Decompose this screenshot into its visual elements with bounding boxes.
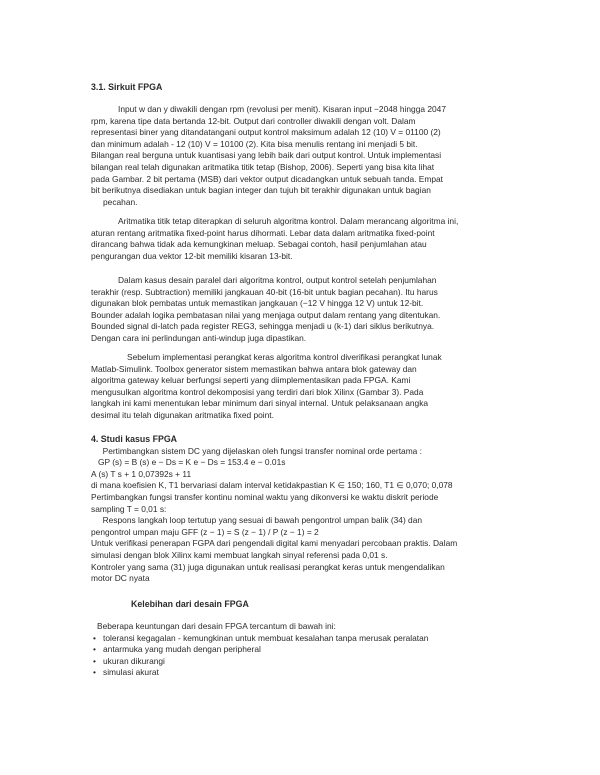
advantages-section xyxy=(91,599,521,611)
text-line: desimal itu telah digunakan aritmatika fixed point. xyxy=(91,409,274,420)
text-line: Pertimbangkan sistem DC yang dijelaskan oleh fungsi transfer nominal orde pertama : xyxy=(91,445,422,456)
text-line: pengurangan dua vektor 12-bit memiliki kisaran 13-bit. xyxy=(91,250,293,261)
text-line: algoritma gateway keluar berfungsi seperti yang diimplementasikan pada FPGA. Kami xyxy=(91,375,411,386)
list-item: • antarmuka yang mudah dengan peripheral xyxy=(91,644,521,656)
text-line: Pertimbangkan fungsi transfer kontinu nominal waktu yang dikonversi ke waktu diskrit periode xyxy=(91,491,439,502)
text-line: Untuk verifikasi penerapan FGPA dari pengendali digital kami menyadari percobaan praktis. Dalam xyxy=(91,538,458,549)
text-line: Dengan cara ini perlindungan anti-windup juga dipastikan. xyxy=(91,332,307,343)
text-line: Respons langkah loop tertutup yang sesuai di bawah pengontrol umpan balik (34) dan xyxy=(91,515,423,526)
text-line: representasi biner yang ditandatangani output kontrol maksimum adalah 12 (10) V = 01100 (2) xyxy=(91,127,441,138)
text-line: Aritmatika titik tetap diterapkan di seluruh algoritma kontrol. Dalam merancang algoritma ini, xyxy=(118,216,459,226)
section-heading: 4. Studi kasus FPGA xyxy=(91,434,178,444)
text-line: aturan rentang aritmatika fixed-point harus dihormati. Lebar data dalam aritmatika fixed-point xyxy=(91,227,435,238)
text-line: simulasi dengan blok Xilinx kami membuat langkah sinyal referensi pada 0,01 s. xyxy=(91,549,388,560)
section-3-1 xyxy=(91,82,521,94)
text-line: Sebelum implementasi perangkat keras algoritma kontrol diverifikasi perangkat lunak xyxy=(127,352,442,362)
paragraph-fixed-point xyxy=(91,216,521,262)
paragraph-input-range xyxy=(91,104,521,208)
text-line: sampling T = 0,01 s: xyxy=(91,503,167,514)
text-line: Dalam kasus desain paralel dari algoritma kontrol, output kontrol setelah penjumlahan xyxy=(118,275,437,285)
text-line: Bilangan real berguna untuk kuantisasi yang lebih baik dari output kontrol. Untuk implementasi xyxy=(91,150,442,161)
text-line: pada Gambar. 2 bit pertama (MSB) dari vektor output dicadangkan untuk sebuah tanda. Empat xyxy=(91,173,443,184)
text-line: digunakan blok pembatas untuk memastikan jangkauan (−12 V hingga 12 V) untuk 12-bit. xyxy=(91,298,424,309)
text-line: motor DC nyata xyxy=(91,573,150,584)
text-line: mengusulkan algoritma kontrol dekomposisi yang terdiri dari blok Xilinx (Gambar 3). Pada xyxy=(91,386,424,397)
text-line: Matlab-Simulink. Toolbox generator sistem memastikan bahwa antara blok gateway dan xyxy=(91,363,417,374)
list-intro: Beberapa keuntungan dari desain FPGA tercantum di bawah ini: xyxy=(97,621,336,631)
advantages-list-block xyxy=(91,621,521,679)
list-item: • simulasi akurat xyxy=(91,667,521,679)
text-line: pengontrol umpan maju GFF (z − 1) = S (z − 1) / P (z − 1) = 2 xyxy=(91,526,319,537)
text-line: pecahan. xyxy=(103,196,138,207)
text-line: bit berikutnya disediakan untuk bagian integer dan tujuh bit terakhir digunakan untuk bagian xyxy=(91,185,431,196)
equation-line: A (s) T s + 1 0,07392s + 11 xyxy=(91,468,192,479)
text-line: langkah ini kami menentukan lebar minimum dari sinyal internal. Untuk pelaksanaan angka xyxy=(91,398,429,409)
text-line: Kontroler yang sama (31) juga digunakan untuk realisasi perangkat keras untuk mengendalikan xyxy=(91,561,445,572)
list-item: • ukuran dikurangi xyxy=(91,656,521,668)
text-line: bilangan real telah digunakan aritmatika titik tetap (Bishop, 2006). Seperti yang bisa kita lihat xyxy=(91,161,435,172)
text-line: rpm, karena tipe data bertanda 12-bit. Output dari controller diwakili dengan volt. Dalam xyxy=(91,115,416,126)
section-heading: Kelebihan dari desain FPGA xyxy=(131,599,249,609)
text-line: di mana koefisien K, T1 bervariasi dalam interval ketidakpastian K ∈ 150; 160, T1 ∈ 0,070; 0,078 xyxy=(91,480,453,491)
advantages-list xyxy=(91,633,521,679)
text-line: Bounded signal di-latch pada register REG3, sehingga menjadi u (k-1) dari siklus berikutnya. xyxy=(91,321,435,332)
list-item: • toleransi kegagalan - kemungkinan untuk membuat kesalahan tanpa merusak peralatan xyxy=(91,633,521,645)
paragraph-parallel-design xyxy=(91,275,521,345)
equation-line: GP (s) = B (s) e − Ds = K e − Ds = 153.4 e − 0.01s xyxy=(91,457,286,468)
text-line: Input w dan y diwakili dengan rpm (revolusi per menit). Kisaran input −2048 hingga 2047 xyxy=(118,104,446,114)
paragraph-implementation xyxy=(91,352,521,422)
section-4 xyxy=(91,434,521,585)
text-line: terakhir (resp. Subtraction) memiliki jangkauan 40-bit (16-bit untuk bagian pecahan). Itu harus xyxy=(91,286,438,297)
text-line: Bounder adalah logika pembatasan nilai yang menjaga output dalam rentang yang ditentukan. xyxy=(91,309,441,320)
text-line: dan minimum adalah - 12 (10) V = 10100 (2). Kita bisa menulis rentang ini menjadi 5 bit. xyxy=(91,138,418,149)
text-line: dirancang bahwa tidak ada kemungkinan meluap. Sebagai contoh, hasil penjumlahan atau xyxy=(91,239,427,250)
section-heading: 3.1. Sirkuit FPGA xyxy=(91,82,163,92)
